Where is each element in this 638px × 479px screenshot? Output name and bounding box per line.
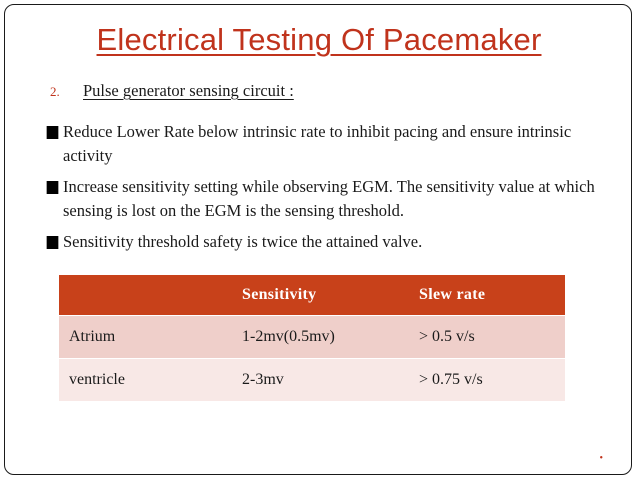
table-header-cell — [59, 275, 232, 316]
table-cell: 2-3mv — [232, 359, 409, 402]
bullet-item — [46, 230, 606, 254]
table-cell: > 0.5 v/s — [409, 316, 565, 359]
table-cell: ventricle — [59, 359, 232, 402]
bullet-text: Sensitivity threshold safety is twice the attained valve. — [63, 232, 423, 251]
bullet-item — [46, 175, 606, 223]
slide-title-text: Electrical Testing Of Pacemaker — [96, 22, 542, 57]
bullet-marker-icon — [47, 236, 59, 249]
bullet-list — [46, 120, 606, 261]
table-row — [59, 359, 565, 402]
sensing-table — [59, 275, 565, 401]
table-cell: 1-2mv(0.5mv) — [232, 316, 409, 359]
bullet-item — [46, 120, 606, 168]
table-header-row — [59, 275, 565, 316]
table-cell: > 0.75 v/s — [409, 359, 565, 402]
bullet-text: Reduce Lower Rate below intrinsic rate to inhibit pacing and ensure intrinsic activity — [63, 122, 572, 165]
slide-number-marker: • — [599, 453, 603, 464]
subheading-text: Pulse generator sensing circuit : — [83, 81, 294, 100]
slide-title — [0, 22, 638, 58]
table-row — [59, 316, 565, 359]
table-header-cell: Sensitivity — [232, 275, 409, 316]
bullet-text: Increase sensitivity setting while observing EGM. The sensitivity value at which sensing is lost on the EGM is the sensing threshold. — [63, 177, 595, 220]
table-header-cell: Slew rate — [409, 275, 565, 316]
subheading — [50, 81, 294, 101]
bullet-marker-icon — [47, 181, 59, 194]
table-cell: Atrium — [59, 316, 232, 359]
bullet-marker-icon — [47, 126, 59, 139]
subheading-number: 2. — [50, 84, 60, 99]
